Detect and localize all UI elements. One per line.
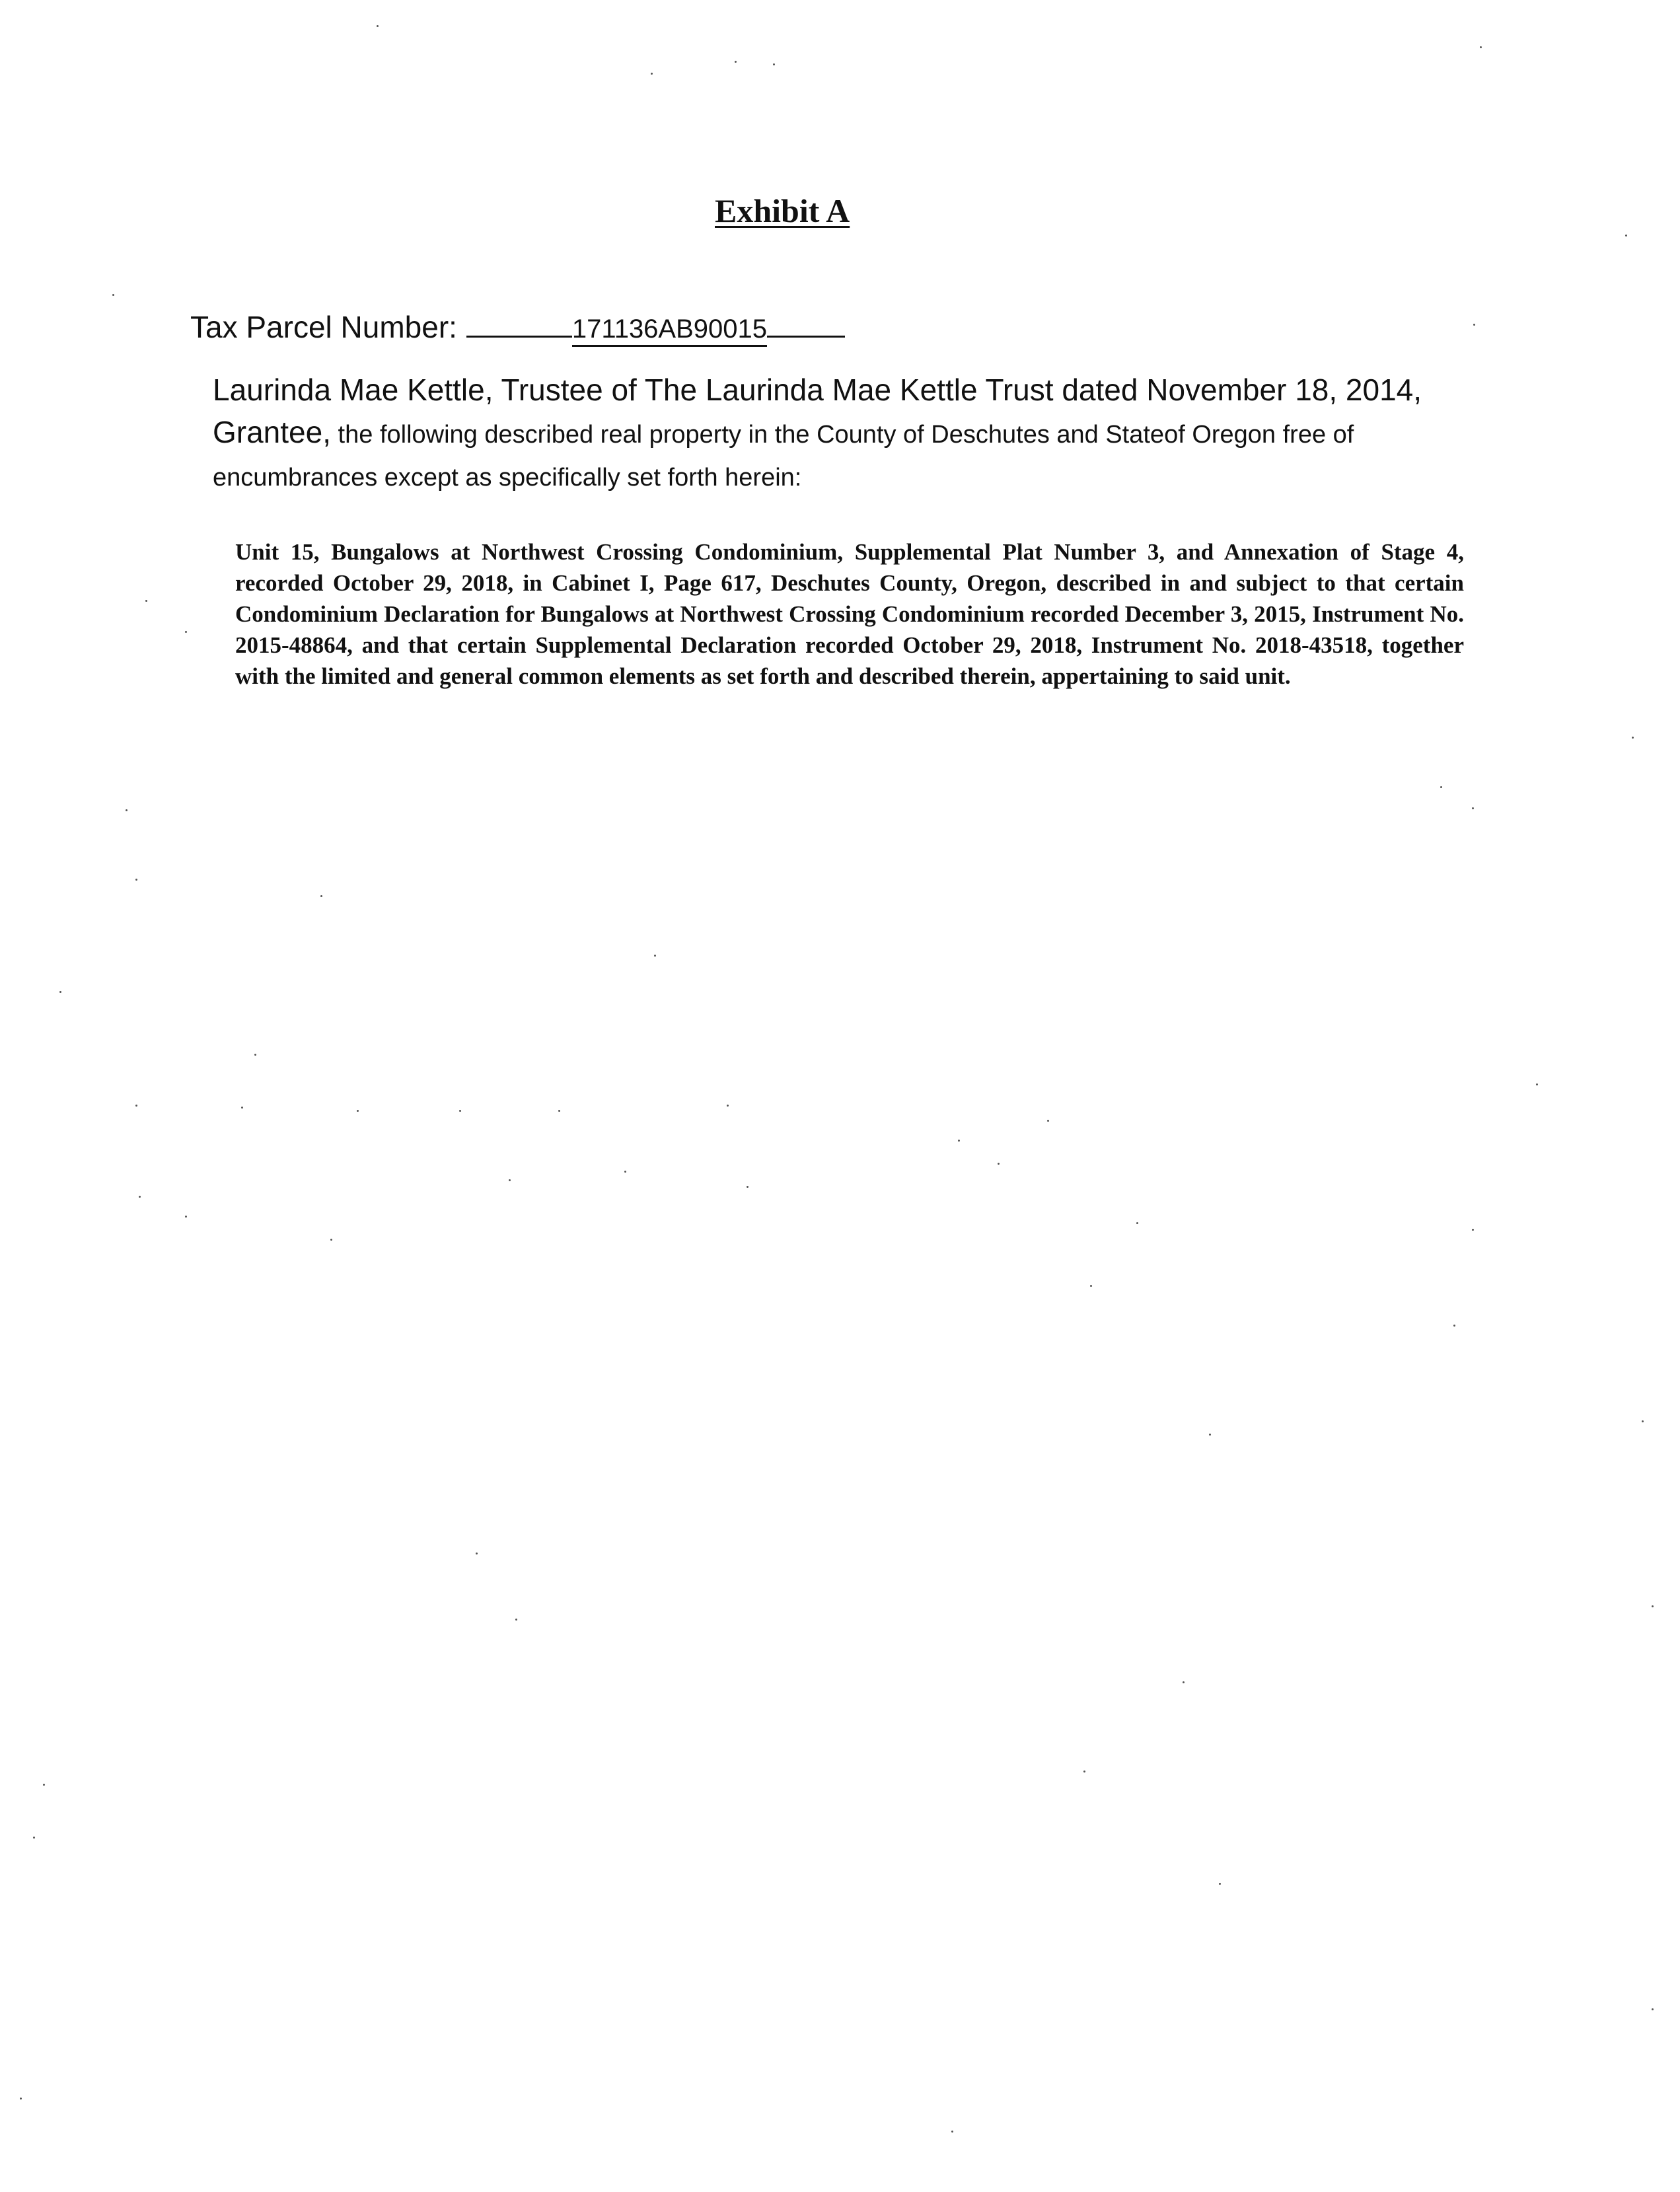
scan-speck — [1480, 46, 1482, 48]
scan-speck — [1047, 1120, 1049, 1122]
tax-parcel-number: 171136AB90015 — [572, 314, 767, 347]
scan-speck — [1652, 1605, 1654, 1607]
scan-speck — [951, 2131, 953, 2133]
parcel-blank-trail — [767, 309, 845, 338]
scan-speck — [509, 1179, 511, 1181]
scan-speck — [357, 1110, 359, 1112]
scan-speck — [998, 1163, 1000, 1165]
scan-speck — [139, 1196, 141, 1198]
scan-speck — [1219, 1883, 1221, 1885]
scan-speck — [727, 1105, 729, 1107]
scan-speck — [773, 63, 775, 65]
scan-speck — [126, 809, 128, 811]
grantee-line-2 — [213, 412, 1508, 460]
scan-speck — [735, 61, 737, 63]
grantee-word: Grantee, — [213, 415, 331, 449]
scan-speck — [320, 895, 322, 897]
exhibit-title: Exhibit A — [715, 192, 850, 229]
scan-speck — [330, 1239, 332, 1241]
scan-speck — [135, 879, 137, 881]
scan-speck — [1652, 2008, 1654, 2010]
scan-speck — [112, 294, 114, 296]
scan-speck — [651, 73, 653, 75]
scan-speck — [459, 1110, 461, 1112]
grantee-line-1: Laurinda Mae Kettle, Trustee of The Laurinda Mae Kettle Trust dated November 18, 2014, — [213, 373, 1422, 407]
scan-speck — [185, 631, 187, 633]
scan-speck — [145, 600, 147, 602]
scan-speck — [1473, 324, 1475, 326]
scan-speck — [1083, 1771, 1085, 1772]
scan-speck — [1440, 786, 1442, 788]
scan-speck — [1642, 1420, 1644, 1422]
scan-speck — [241, 1107, 243, 1109]
scan-speck — [1090, 1285, 1092, 1287]
scan-speck — [1472, 807, 1474, 809]
scan-speck — [558, 1110, 560, 1112]
scan-speck — [43, 1784, 45, 1786]
scan-speck — [254, 1054, 256, 1056]
grantee-line-3: encumbrances except as specifically set forth herein: — [213, 464, 802, 492]
scan-speck — [1183, 1681, 1185, 1683]
scan-speck — [1453, 1325, 1455, 1327]
scan-speck — [20, 2098, 22, 2100]
scan-speck — [747, 1186, 749, 1188]
parcel-blank-lead — [466, 309, 572, 338]
grantee-paragraph — [213, 370, 1508, 495]
scan-speck — [1632, 737, 1634, 739]
scan-speck — [654, 955, 656, 957]
scan-speck — [377, 25, 379, 27]
scan-speck — [1136, 1222, 1138, 1224]
scan-speck — [1536, 1083, 1538, 1085]
scan-speck — [1472, 1229, 1474, 1231]
legal-description: Unit 15, Bungalows at Northwest Crossing Condominium, Supplemental Plat Number 3, and Annexation of Stage 4, recorded October 29, 2018, in Cabinet I, Page 617, Deschutes County, Oregon, described in and subject to that certain Condominium Declaration for Bungalows at Northwest Crossing Condominium recorded December 3, 2015, Instrument No. 2015-48864, and that certain Supplemental Declaration recorded October 29, 2018, Instrument No. 2018-43518, together with the limited and general common elements as set forth and described therein, appertaining to said unit. — [235, 539, 1464, 689]
scan-speck — [33, 1837, 35, 1839]
scan-speck — [59, 991, 61, 993]
grantee-line-2-rest: the following described real property in the County of Deschutes and Stateof Oregon free of — [331, 421, 1354, 449]
scan-speck — [476, 1553, 478, 1554]
scan-speck — [958, 1140, 960, 1142]
scan-speck — [1209, 1434, 1211, 1436]
tax-parcel-line — [190, 309, 845, 345]
tax-parcel-label: Tax Parcel Number: — [190, 310, 457, 344]
scan-speck — [624, 1171, 626, 1173]
scan-speck — [135, 1105, 137, 1107]
scan-speck — [515, 1619, 517, 1621]
scan-speck — [1625, 235, 1627, 237]
scan-speck — [185, 1216, 187, 1218]
